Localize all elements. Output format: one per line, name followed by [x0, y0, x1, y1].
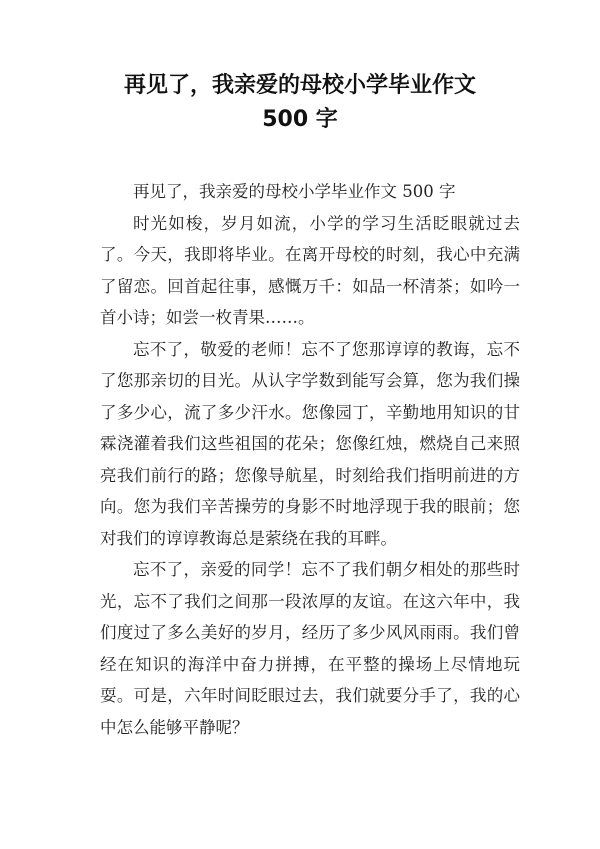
- body-paragraph: 忘不了，敬爱的老师！忘不了您那谆谆的教诲，忘不了您那亲切的目光。从认字学数到能写会算，您为我们操了多少心，流了多少汗水。您像园丁，辛勤地用知识的甘霖浇灌着我们这些祖国的花朵；您像红烛，燃烧自己来照亮我们前行的路；您像导航星，时刻给我们指明前进的方向。您为我们辛苦操劳的身影不时地浮现于我的眼前；您对我们的谆谆教诲总是萦绕在我的耳畔。: [100, 339, 520, 548]
- document-body: [100, 176, 520, 743]
- body-paragraph: 忘不了，亲爱的同学！忘不了我们朝夕相处的那些时光，忘不了我们之间那一段浓厚的友谊。在这六年中，我们度过了多么美好的岁月，经历了多少风风雨雨。我们曾经在知识的海洋中奋力拼搏，在平整的操场上尽情地玩耍。可是，六年时间眨眼过去，我们就要分手了，我的心中怎么能够平静呢？: [100, 560, 520, 737]
- body-subtitle: 再见了，我亲爱的母校小学毕业作文 500 字: [133, 182, 456, 201]
- document-title-line-1: 再见了，我亲爱的母校小学毕业作文: [123, 73, 476, 98]
- body-paragraph: 时光如梭，岁月如流，小学的学习生活眨眼就过去了。今天，我即将毕业。在离开母校的时刻，我心中充满了留恋。回首起往事，感慨万千：如品一杯清茶；如吟一首小诗；如尝一枚青果……。: [100, 213, 520, 327]
- document-title-line-2: 500 字: [262, 107, 338, 132]
